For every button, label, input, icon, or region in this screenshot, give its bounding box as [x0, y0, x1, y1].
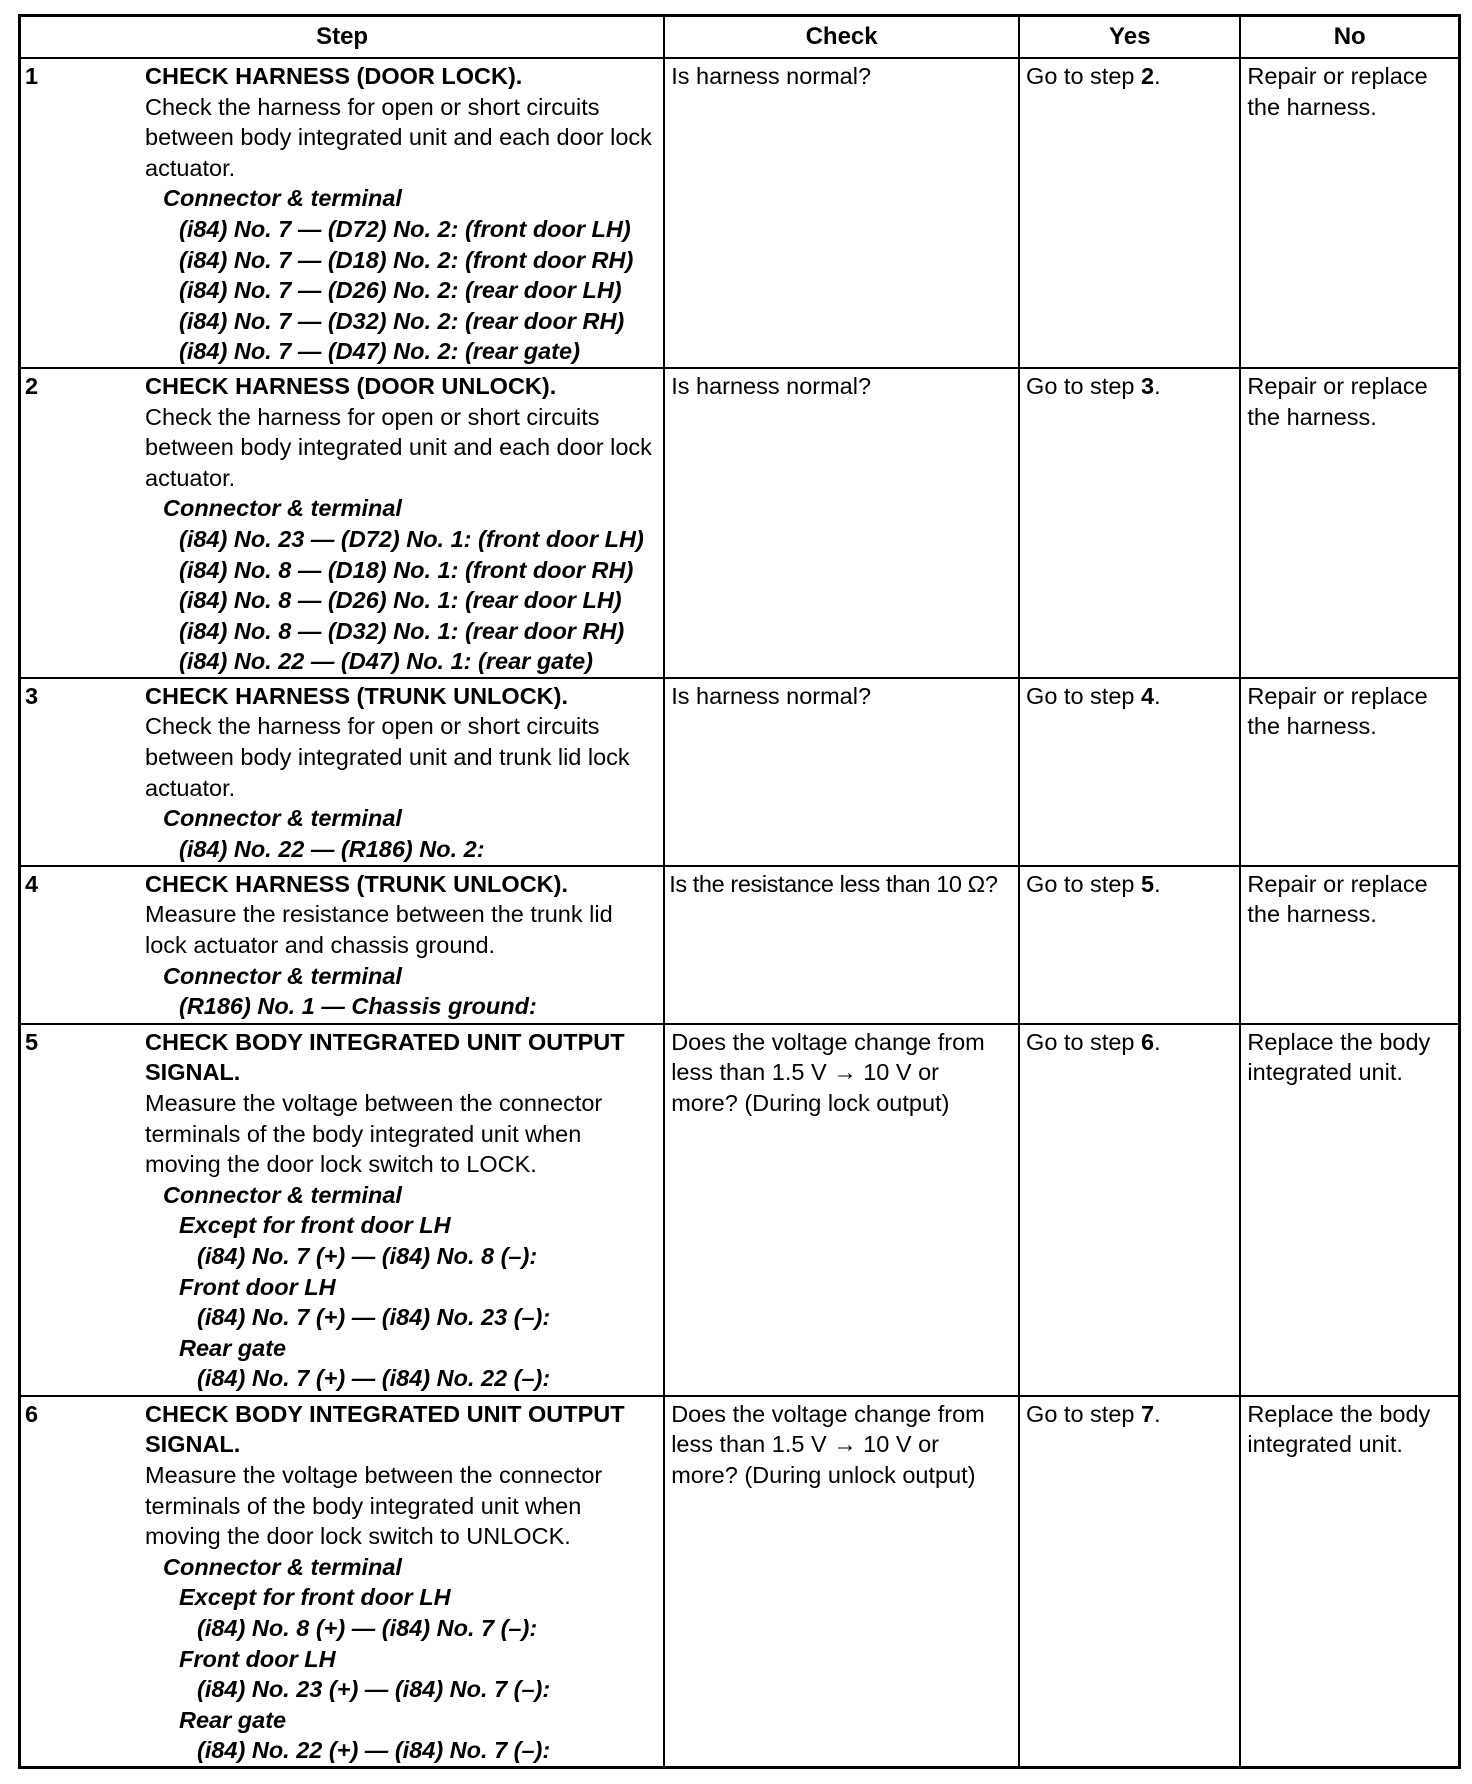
terminal-line: (i84) No. 22 — (D47) No. 1: (rear gate): [179, 648, 593, 675]
yes-step-number: 6: [1141, 1028, 1155, 1055]
header-check: Check: [664, 16, 1019, 59]
check-cell: Does the voltage change from less than 1.5 V → 10 V or more? (During lock output): [664, 1024, 1019, 1396]
terminal-line: (i84) No. 7 (+) — (i84) No. 22 (–):: [197, 1365, 551, 1392]
terminal-line: (i84) No. 8 — (D18) No. 1: (front door RH): [179, 556, 634, 583]
step-description: Measure the voltage between the connector terminals of the body integrated unit when moving the door lock switch to LOCK.: [145, 1090, 603, 1178]
step-cell: [20, 1396, 665, 1768]
table-row: [20, 1024, 1460, 1396]
terminal-line: (i84) No. 7 — (D72) No. 2: (front door LH): [179, 215, 631, 242]
yes-suffix: .: [1154, 1400, 1161, 1427]
terminal-group-label: Rear gate: [179, 1334, 287, 1361]
check-cell: Is harness normal?: [664, 58, 1019, 368]
step-number: 1: [25, 63, 39, 89]
connector-label: Connector & terminal: [163, 185, 402, 212]
step-description: Check the harness for open or short circuits between body integrated unit and trunk lid lock actuator.: [145, 713, 630, 801]
terminal-line: (i84) No. 7 — (D32) No. 2: (rear door RH): [179, 307, 625, 334]
table-row: [20, 368, 1460, 678]
step-description: Measure the voltage between the connector terminals of the body integrated unit when moving the door lock switch to UNLOCK.: [145, 1462, 603, 1550]
yes-suffix: .: [1154, 372, 1161, 399]
step-number: 5: [25, 1028, 39, 1055]
step-cell: [20, 58, 665, 368]
terminal-group-label: Except for front door LH: [179, 1212, 451, 1239]
yes-prefix: Go to step: [1026, 63, 1141, 89]
terminal-line: (i84) No. 23 (+) — (i84) No. 7 (–):: [197, 1676, 551, 1703]
table-row: [20, 678, 1460, 866]
yes-step-number: 2: [1141, 63, 1155, 89]
yes-step-number: 5: [1141, 870, 1155, 897]
header-step: Step: [20, 16, 665, 59]
yes-cell: [1019, 58, 1240, 368]
yes-suffix: .: [1154, 1028, 1161, 1055]
yes-prefix: Go to step: [1026, 372, 1141, 399]
yes-prefix: Go to step: [1026, 870, 1141, 897]
terminal-group-label: Except for front door LH: [179, 1584, 451, 1611]
step-title: CHECK HARNESS (TRUNK UNLOCK).: [145, 870, 568, 897]
terminal-line: (i84) No. 7 — (D47) No. 2: (rear gate): [179, 338, 580, 365]
step-number: 3: [25, 682, 39, 709]
table-row: [20, 866, 1460, 1024]
step-title: CHECK BODY INTEGRATED UNIT OUTPUT SIGNAL.: [145, 1028, 625, 1086]
header-no: No: [1240, 16, 1459, 59]
yes-suffix: .: [1154, 870, 1161, 897]
terminal-line: (i84) No. 22 — (R186) No. 2:: [179, 835, 485, 862]
yes-suffix: .: [1154, 682, 1161, 709]
connector-label: Connector & terminal: [163, 1553, 402, 1580]
terminal-line: (R186) No. 1 — Chassis ground:: [179, 993, 537, 1020]
header-row: [20, 16, 1460, 59]
terminal-line: (i84) No. 7 (+) — (i84) No. 23 (–):: [197, 1304, 551, 1331]
yes-cell: [1019, 368, 1240, 678]
terminal-line: (i84) No. 22 (+) — (i84) No. 7 (–):: [197, 1737, 551, 1764]
step-description: Check the harness for open or short circuits between body integrated unit and each door lock actuator.: [145, 403, 652, 491]
terminal-line: (i84) No. 7 — (D18) No. 2: (front door RH): [179, 246, 634, 273]
step-cell: [20, 866, 665, 1024]
step-title: CHECK HARNESS (DOOR LOCK).: [145, 63, 523, 89]
step-number: 4: [25, 870, 39, 897]
yes-step-number: 4: [1141, 682, 1155, 709]
step-description: Check the harness for open or short circuits between body integrated unit and each door lock actuator.: [145, 93, 652, 181]
step-title: CHECK BODY INTEGRATED UNIT OUTPUT SIGNAL.: [145, 1400, 625, 1458]
step-description: Measure the resistance between the trunk lid lock actuator and chassis ground.: [145, 901, 613, 959]
check-cell: Does the voltage change from less than 1.5 V → 10 V or more? (During unlock output): [664, 1396, 1019, 1768]
terminal-group-label: Front door LH: [179, 1645, 336, 1672]
yes-prefix: Go to step: [1026, 1028, 1141, 1055]
no-cell: Repair or replace the harness.: [1240, 678, 1459, 866]
yes-prefix: Go to step: [1026, 682, 1141, 709]
yes-cell: [1019, 678, 1240, 866]
no-cell: Repair or replace the harness.: [1240, 58, 1459, 368]
header-yes: Yes: [1019, 16, 1240, 59]
no-cell: Repair or replace the harness.: [1240, 866, 1459, 1024]
no-cell: Replace the body integrated unit.: [1240, 1396, 1459, 1768]
table-row: [20, 1396, 1460, 1768]
terminal-line: (i84) No. 7 (+) — (i84) No. 8 (–):: [197, 1243, 538, 1270]
yes-cell: [1019, 1024, 1240, 1396]
step-cell: [20, 1024, 665, 1396]
yes-step-number: 7: [1141, 1400, 1155, 1427]
check-cell: Is the resistance less than 10 Ω?: [664, 866, 1019, 1024]
step-number: 6: [25, 1400, 39, 1427]
connector-label: Connector & terminal: [163, 805, 402, 832]
step-cell: [20, 368, 665, 678]
check-cell: Is harness normal?: [664, 678, 1019, 866]
yes-cell: [1019, 1396, 1240, 1768]
step-title: CHECK HARNESS (TRUNK UNLOCK).: [145, 682, 568, 709]
yes-cell: [1019, 866, 1240, 1024]
no-cell: Replace the body integrated unit.: [1240, 1024, 1459, 1396]
yes-step-number: 3: [1141, 372, 1155, 399]
terminal-line: (i84) No. 8 — (D32) No. 1: (rear door RH): [179, 617, 625, 644]
table-row: [20, 58, 1460, 368]
terminal-line: (i84) No. 7 — (D26) No. 2: (rear door LH): [179, 277, 622, 304]
connector-label: Connector & terminal: [163, 1181, 402, 1208]
step-number: 2: [25, 372, 39, 399]
terminal-line: (i84) No. 23 — (D72) No. 1: (front door LH): [179, 525, 644, 552]
step-cell: [20, 678, 665, 866]
terminal-group-label: Front door LH: [179, 1273, 336, 1300]
diagnostic-table: [18, 14, 1461, 1769]
terminal-group-label: Rear gate: [179, 1706, 287, 1733]
yes-prefix: Go to step: [1026, 1400, 1141, 1427]
connector-label: Connector & terminal: [163, 962, 402, 989]
connector-label: Connector & terminal: [163, 495, 402, 522]
terminal-line: (i84) No. 8 — (D26) No. 1: (rear door LH): [179, 587, 622, 614]
yes-suffix: .: [1154, 63, 1161, 89]
no-cell: Repair or replace the harness.: [1240, 368, 1459, 678]
step-title: CHECK HARNESS (DOOR UNLOCK).: [145, 372, 557, 399]
terminal-line: (i84) No. 8 (+) — (i84) No. 7 (–):: [197, 1615, 538, 1642]
check-cell: Is harness normal?: [664, 368, 1019, 678]
